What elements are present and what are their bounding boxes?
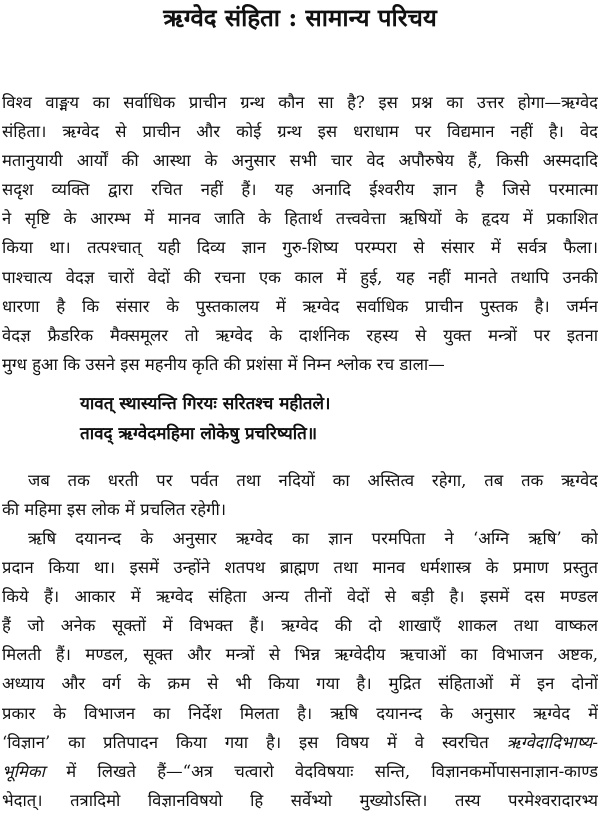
verse-line: यावत् स्थास्यन्ति गिरयः सरितश्च महीतले। xyxy=(80,394,331,414)
paragraph-dayanand xyxy=(2,524,598,815)
text-line: जब तक धरती पर पर्वत तथा नदियों का अस्तित्व रहेगा, तब तक ऋग्वेद xyxy=(28,471,598,490)
text-line xyxy=(2,728,598,757)
text-line: विश्व वाङ्मय का सर्वाधिक प्राचीन ग्रन्थ कौन सा है? इस प्रश्न का उत्तर होगा—ऋग्वेद xyxy=(2,93,598,112)
paragraph-verse-meaning xyxy=(2,466,598,524)
text-segment: ‘विज्ञान’ का प्रतिपादन किया गया है। इस विषय में वे स्वरचित xyxy=(2,732,507,752)
text-line: अध्याय और वर्ग के क्रम से भी किया गया है। मुद्रित संहिताओं में इन दोनों xyxy=(2,674,598,694)
page-title: ऋग्वेद संहिता : सामान्य परिचय xyxy=(163,3,437,32)
verse-line: तावद् ऋग्वेदमहिमा लोकेषु प्रचरिष्यति॥ xyxy=(80,424,318,444)
book-title-text: भूमिका xyxy=(2,761,45,781)
text-line: किये हैं। आकार में ऋग्वेद संहिता अन्य तीनों वेदों से बड़ी है। इसमें दस मण्डल xyxy=(2,587,598,607)
text-line: किया था। तत्पश्चात् यही दिव्य ज्ञान गुरु-शिष्य परम्परा से संसार में सर्वत्र फैला। xyxy=(2,238,598,258)
book-title-text: ऋग्वेदादिभाष्य- xyxy=(506,732,598,752)
text-line: मतानुयायी आर्यों की आस्था के अनुसार सभी चार वेद अपौरुषेय हैं, किसी अस्मदादि xyxy=(2,151,598,171)
text-line: धारणा है कि संसार के पुस्तकालय में ऋग्वेद सर्वाधिक प्राचीन पुस्तक है। जर्मन xyxy=(2,296,598,316)
paragraph-intro xyxy=(2,88,598,379)
text-line: संहिता। ऋग्वेद से प्राचीन और कोई ग्रन्थ इस धराधाम पर विद्यमान नहीं है। वेद xyxy=(2,122,598,142)
text-segment: में लिखते हैं—“अत्र चत्वारो वेदविषयाः सन्ति, विज्ञानकर्मोपासनाज्ञान-काण्ड xyxy=(44,761,598,781)
text-line: भेदात्। तत्रादिमो विज्ञानविषयो हि सर्वेभ्यो मुख्योऽस्ति। तस्य परमेश्वरादारभ्य xyxy=(2,790,598,810)
text-line: मुग्ध हुआ कि उसने इस महनीय कृति की प्रशंसा में निम्न श्लोक रच डाला— xyxy=(2,354,445,374)
text-line xyxy=(2,757,598,786)
text-line: ने सृष्टि के आरम्भ में मानव जाति के हितार्थ तत्त्ववेत्ता ऋषियों के हृदय में प्रकाशित xyxy=(2,209,598,229)
text-line: ऋषि दयानन्द के अनुसार ऋग्वेद का ज्ञान परमपिता ने ‘अग्नि ऋषि’ को xyxy=(28,529,598,548)
sanskrit-verse xyxy=(80,389,600,449)
text-line: की महिमा इस लोक में प्रचलित रहेगी। xyxy=(2,500,227,520)
text-line: प्रकार के विभाजन का निर्देश मिलता है। ऋषि दयानन्द के अनुसार ऋग्वेद में xyxy=(2,703,598,723)
text-line: मिलती हैं। मण्डल, सूक्त और मन्त्रों से भिन्न ऋग्वेदीय ऋचाओं का विभाजन अष्टक, xyxy=(2,645,598,665)
text-line: पाश्चात्य वेदज्ञ चारों वेदों की रचना एक काल में हुई, यह नहीं मानते तथापि उनकी xyxy=(2,267,598,287)
text-line: वेदज्ञ फ्रैडरिक मैक्समूलर तो ऋग्वेद के दार्शनिक रहस्य से युक्त मन्त्रों पर इतना xyxy=(2,325,598,345)
text-line: प्रदान किया था। इसमें उन्होंने शतपथ ब्राह्मण तथा मानव धर्मशास्त्र के प्रमाण प्रस्तुत xyxy=(2,558,598,578)
text-line: हैं जो अनेक सूक्तों में विभक्त हैं। ऋग्वेद की दो शाखाएँ शाकल तथा वाष्कल xyxy=(2,616,598,636)
text-line: सदृश व्यक्ति द्वारा रचित नहीं हैं। यह अनादि ईश्वरीय ज्ञान है जिसे परमात्मा xyxy=(2,180,598,200)
